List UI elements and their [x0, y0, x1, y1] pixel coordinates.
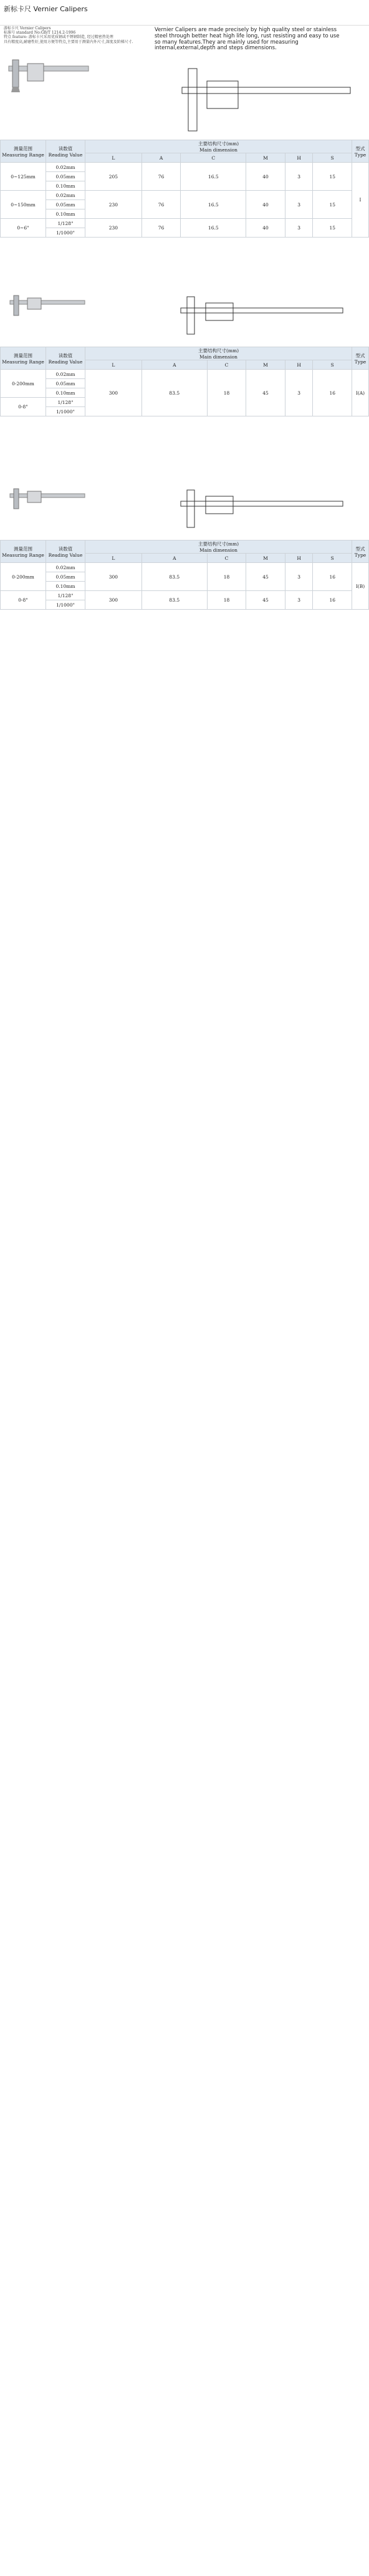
- std-line: 标准号 standard No:GB/T 1214.2-1996: [4, 31, 76, 36]
- std-line: 特点 feature: 游标卡尺采用优质钢或不锈钢制造, 经过精密热处理: [4, 35, 113, 40]
- col-A: A: [141, 554, 207, 563]
- table-row: [1, 591, 369, 600]
- M-cell: 45: [246, 591, 285, 610]
- reading-cell: 1/128": [46, 591, 85, 600]
- spec-table: [0, 140, 369, 238]
- col-L: L: [85, 554, 142, 563]
- A-cell: 76: [141, 219, 181, 238]
- std-line: 游标卡尺 Vernier Calipers: [4, 26, 51, 31]
- A-cell: 76: [141, 163, 181, 191]
- range-cell: 0-200mm: [1, 370, 46, 398]
- L-cell: 230: [85, 191, 142, 219]
- col-C: C: [207, 554, 246, 563]
- reading-cell: 0.02mm: [46, 370, 85, 379]
- range-cell: 0-8": [1, 591, 46, 610]
- table-row: [1, 219, 369, 228]
- caliper-drawing-icon: [163, 62, 363, 150]
- col-C: C: [181, 153, 246, 163]
- C-cell: 16.5: [181, 163, 246, 191]
- table-row: [1, 163, 369, 172]
- range-cell: 0-8": [1, 398, 46, 416]
- reading-cell: 0.02mm: [46, 163, 85, 172]
- col-M: M: [246, 554, 285, 563]
- type-header: 型式 Type: [352, 140, 369, 163]
- C-cell: 16.5: [181, 191, 246, 219]
- range-cell: 0~150mm: [1, 191, 46, 219]
- reading-cell: 0.10mm: [46, 181, 85, 191]
- col-H: H: [285, 153, 313, 163]
- table-row: [1, 370, 369, 379]
- reading-cell: 1/1000": [46, 228, 85, 238]
- range-header: 测量范围 Measuring Range: [1, 541, 46, 563]
- col-S: S: [313, 360, 352, 370]
- col-A: A: [141, 153, 181, 163]
- M-cell: 45: [246, 563, 285, 591]
- col-H: H: [285, 360, 313, 370]
- col-S: S: [313, 554, 352, 563]
- H-cell: 3: [285, 219, 313, 238]
- A-cell: 83.5: [141, 563, 207, 591]
- reading-cell: 1/1000": [46, 407, 85, 416]
- caliper-photo-icon: [4, 55, 91, 92]
- reading-cell: 0.05mm: [46, 379, 85, 388]
- dims-header: 主要结构尺寸(mm) Main dimension: [85, 541, 352, 554]
- type-header: 型式 Type: [352, 347, 369, 370]
- type-cell: I: [352, 163, 369, 238]
- C-cell: 18: [207, 563, 246, 591]
- caliper-drawing-icon: [168, 293, 355, 343]
- range-header: 测量范围 Measuring Range: [1, 347, 46, 370]
- spec-table: [0, 347, 369, 416]
- reading-cell: 1/128": [46, 219, 85, 228]
- col-M: M: [246, 360, 285, 370]
- M-cell: 40: [246, 163, 285, 191]
- product-description: Vernier Calipers are made precisely by high quality steel or stainless steel through better heat high life long, rust resisting and easy to use so many features.They are mainly used for measuring internal,external,depth and steps dimensions.: [155, 27, 340, 52]
- range-cell: 0~125mm: [1, 163, 46, 191]
- type-cell: I(B): [352, 563, 369, 610]
- caliper-photo-icon: [6, 293, 87, 318]
- type-cell: I(A): [352, 370, 369, 416]
- col-A: A: [141, 360, 207, 370]
- S-cell: 15: [313, 163, 352, 191]
- C-cell: 16.5: [181, 219, 246, 238]
- reading-cell: 0.05mm: [46, 172, 85, 181]
- dims-header: 主要结构尺寸(mm) Main dimension: [85, 140, 352, 153]
- A-cell: 83.5: [141, 370, 207, 416]
- col-M: M: [246, 153, 285, 163]
- reading-header: 读数值 Reading Value: [46, 541, 85, 563]
- page-title: 新标卡尺 Vernier Calipers: [4, 5, 88, 13]
- caliper-drawing-icon: [168, 486, 355, 536]
- L-cell: 300: [85, 563, 142, 591]
- dims-header: 主要结构尺寸(mm) Main dimension: [85, 347, 352, 360]
- M-cell: 45: [246, 370, 285, 416]
- section-type-I: [0, 25, 369, 281]
- reading-cell: 1/128": [46, 398, 85, 407]
- col-L: L: [85, 153, 142, 163]
- type-header: 型式 Type: [352, 541, 369, 563]
- C-cell: 18: [207, 591, 246, 610]
- range-cell: 0~6": [1, 219, 46, 238]
- H-cell: 3: [285, 163, 313, 191]
- range-header: 测量范围 Measuring Range: [1, 140, 46, 163]
- col-L: L: [85, 360, 142, 370]
- A-cell: 76: [141, 191, 181, 219]
- C-cell: 18: [207, 370, 246, 416]
- table-row: [1, 563, 369, 572]
- reading-header: 读数值 Reading Value: [46, 347, 85, 370]
- H-cell: 3: [285, 370, 313, 416]
- reading-cell: 1/1000": [46, 600, 85, 610]
- S-cell: 16: [313, 370, 352, 416]
- section-type-IB: [0, 486, 369, 648]
- col-H: H: [285, 554, 313, 563]
- M-cell: 40: [246, 219, 285, 238]
- S-cell: 15: [313, 219, 352, 238]
- H-cell: 3: [285, 563, 313, 591]
- M-cell: 40: [246, 191, 285, 219]
- table-row: [1, 191, 369, 200]
- reading-header: 读数值 Reading Value: [46, 140, 85, 163]
- spec-table: [0, 540, 369, 610]
- reading-cell: 0.02mm: [46, 563, 85, 572]
- col-C: C: [207, 360, 246, 370]
- reading-cell: 0.05mm: [46, 200, 85, 209]
- page-header: [0, 0, 369, 26]
- reading-cell: 0.05mm: [46, 572, 85, 582]
- L-cell: 300: [85, 370, 142, 416]
- A-cell: 83.5: [141, 591, 207, 610]
- L-cell: 230: [85, 219, 142, 238]
- section-type-IA: [0, 293, 369, 480]
- H-cell: 3: [285, 191, 313, 219]
- std-line: 具有精度高,耐磨性好,使用方便等特点,主要用于测量内外尺寸,深度及阶梯尺寸.: [4, 39, 133, 44]
- reading-cell: 0.10mm: [46, 209, 85, 219]
- range-cell: 0-200mm: [1, 563, 46, 591]
- S-cell: 16: [313, 591, 352, 610]
- reading-cell: 0.02mm: [46, 191, 85, 200]
- standard-text: [4, 26, 133, 44]
- H-cell: 3: [285, 591, 313, 610]
- col-S: S: [313, 153, 352, 163]
- caliper-photo-icon: [6, 486, 87, 511]
- L-cell: 205: [85, 163, 142, 191]
- reading-cell: 0.10mm: [46, 388, 85, 398]
- S-cell: 16: [313, 563, 352, 591]
- reading-cell: 0.10mm: [46, 582, 85, 591]
- S-cell: 15: [313, 191, 352, 219]
- L-cell: 300: [85, 591, 142, 610]
